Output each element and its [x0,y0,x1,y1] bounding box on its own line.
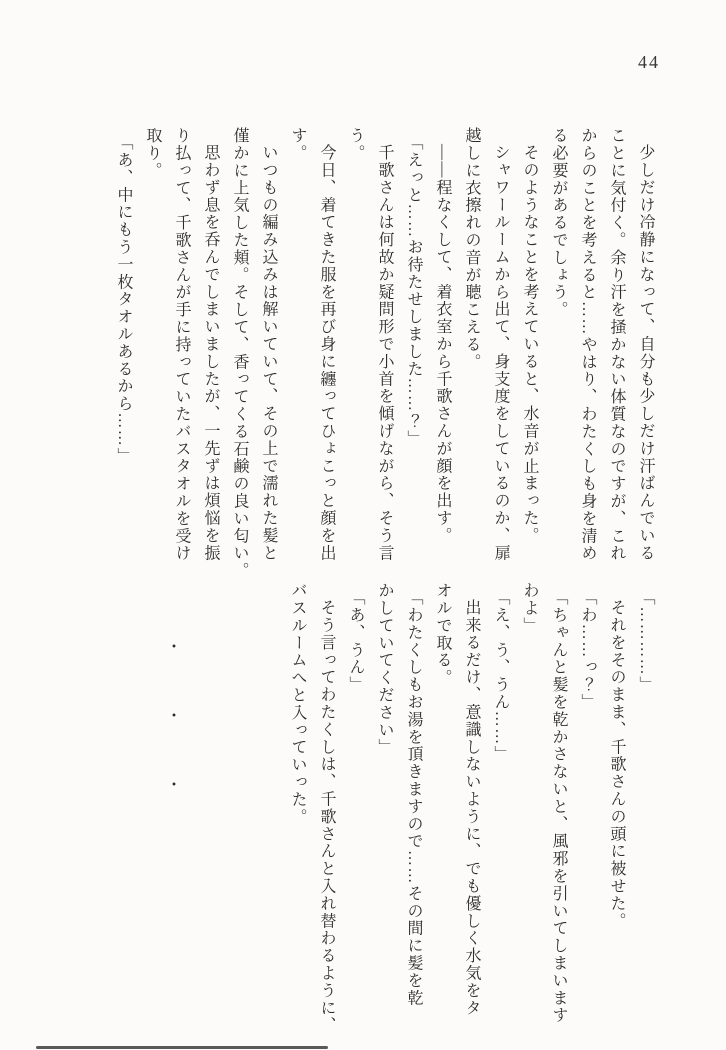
text-line: 「わたくしもお湯を頂きますので……その間に髪を乾 [405,589,422,1007]
text-line: そのようなことを考えていると、水音が止まった。 [521,144,538,545]
text-line: 取り。 [144,127,161,180]
scene-break [165,639,183,795]
text-line: う。 [347,127,364,162]
scene-break-dot: ・ [165,639,182,656]
text-line: 「わ……っ？」 [579,589,596,711]
text-line: そう言ってわたくしは、千歌さんと入れ替わるように、 [318,599,335,1034]
scene-break-dot: ・ [165,708,182,725]
text-line: バスルームへと入っていった。 [289,582,306,826]
upper-text-block [109,127,660,597]
text-line: 「えっと……お待たせしました……？」 [405,134,422,448]
text-line: 越しに衣擦れの音が聴こえる。 [463,127,480,371]
text-line: る必要があるでしょう。 [550,127,567,319]
text-line: 僅かに上気した頬。そして、香ってくる石鹸の良い匂い。 [231,127,248,580]
text-line: シャワールームから出て、身支度をしているのか、扉 [492,144,509,562]
text-line: ――程なくして、着衣室から千歌さんが顔を出す。 [434,144,451,545]
text-line: からのことを考えると……やはり、わたくしも身を清め [579,127,596,562]
text-line: かしていてください」 [376,582,393,756]
text-line: オルで取る。 [434,582,451,687]
text-line: り払って、千歌さんが手に持っていたバスタオルを受け [173,127,190,562]
page-number: 44 [638,52,660,72]
text-line: 「え、う、うん……」 [492,589,509,763]
text-line: 思わず息を呑んでしまいましたが、一先ずは煩悩を振 [202,144,219,562]
text-line: ことに気付く。余り汗を掻かない体質なのですが、これ [608,127,625,562]
text-line: 出来るだけ、意識しないように、でも優しく水気をタ [463,599,480,1017]
text-line: 少しだけ冷静になって、自分も少しだけ汗ばんでいる [637,144,654,562]
scan-edge-artifact [36,1046,328,1049]
text-line: いつもの編み込みは解いていて、その上で濡れた髪と [260,144,277,562]
text-line: 今日、着てきた服を再び身に纏ってひょこっと顔を出 [318,144,335,562]
scene-break-dot: ・ [165,777,182,794]
lower-text-block [283,582,660,1050]
text-line: す。 [289,127,306,162]
text-line: 「あ、うん」 [347,589,364,694]
text-line: 「ちゃんと髪を乾かさないと、風邪を引いてしまいます [550,589,567,1024]
text-line: 「あ、中にもう一枚タオルあるから……」 [115,134,132,465]
text-line: 千歌さんは何故か疑問形で小首を傾げながら、そう言 [376,144,393,562]
text-line: わよ」 [521,582,538,635]
text-line: それをそのまま、千歌さんの頭に被せた。 [608,599,625,930]
text-line: 「…………」 [637,589,654,694]
